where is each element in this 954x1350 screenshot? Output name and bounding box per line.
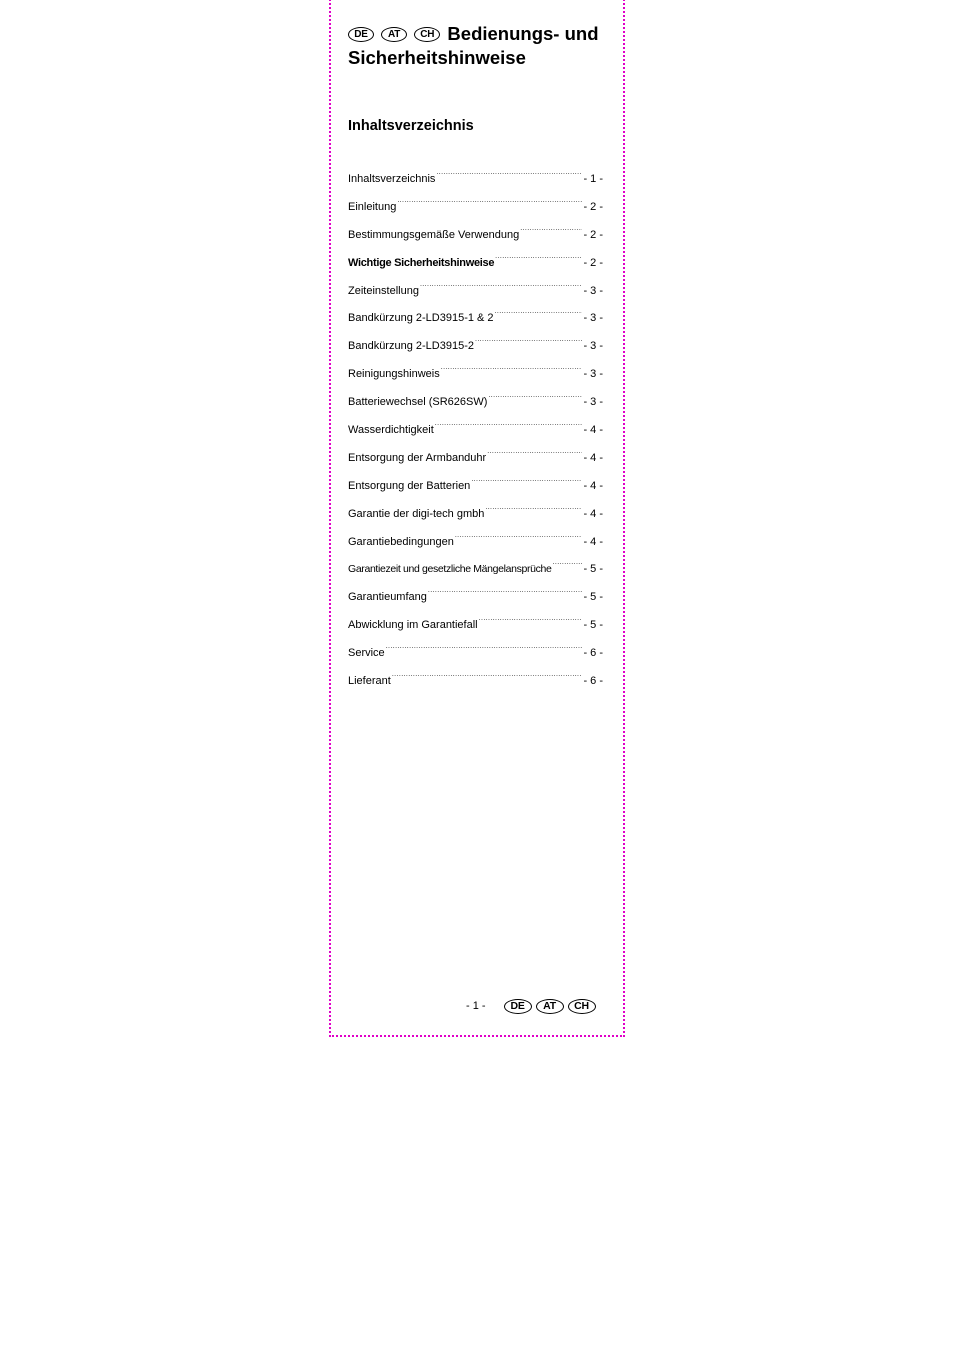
toc-entry-page: - 5 - bbox=[583, 563, 603, 576]
toc-entry-title: Abwicklung im Garantiefall bbox=[348, 619, 478, 632]
toc-leader-dots bbox=[455, 523, 583, 545]
toc-entry-page: - 6 - bbox=[583, 647, 603, 660]
toc-entry[interactable] bbox=[348, 439, 603, 467]
page-title-line2: Sicherheitshinweise bbox=[348, 47, 526, 68]
toc-entry[interactable] bbox=[348, 606, 603, 634]
toc-entry-title: Garantie der digi-tech gmbh bbox=[348, 507, 485, 520]
toc-entry[interactable] bbox=[348, 355, 603, 383]
toc-entry[interactable] bbox=[348, 216, 603, 244]
toc-leader-dots bbox=[485, 495, 582, 517]
toc-entry[interactable] bbox=[348, 495, 603, 523]
toc-entry-title: Inhaltsverzeichnis bbox=[348, 173, 436, 185]
toc-entry-title: Einleitung bbox=[348, 200, 397, 213]
toc-entry[interactable] bbox=[348, 188, 603, 216]
toc-entry-page: - 3 - bbox=[583, 396, 603, 409]
table-of-contents bbox=[348, 160, 603, 690]
country-badge-ch: CH bbox=[568, 999, 596, 1014]
toc-entry-page: - 2 - bbox=[583, 200, 603, 213]
toc-leader-dots bbox=[495, 244, 582, 266]
country-badge-at: AT bbox=[536, 999, 564, 1014]
toc-entry-page: - 4 - bbox=[583, 451, 603, 464]
toc-entry-title: Garantieumfang bbox=[348, 591, 427, 604]
toc-entry-page: - 3 - bbox=[583, 340, 603, 353]
toc-heading: Inhaltsverzeichnis bbox=[348, 118, 474, 134]
toc-entry-title: Garantiezeit und gesetzliche Mängelansprüche bbox=[348, 563, 552, 576]
toc-entry[interactable] bbox=[348, 160, 603, 188]
toc-entry-page: - 4 - bbox=[583, 479, 603, 492]
toc-leader-dots bbox=[495, 299, 583, 321]
country-badge-de: DE bbox=[504, 999, 532, 1014]
toc-entry[interactable] bbox=[348, 523, 603, 551]
country-badge-at: AT bbox=[381, 27, 407, 42]
toc-leader-dots bbox=[479, 606, 583, 628]
toc-entry-page: - 5 - bbox=[583, 591, 603, 604]
page-number: - 1 - bbox=[466, 1000, 486, 1012]
toc-entry-title: Service bbox=[348, 647, 385, 660]
toc-leader-dots bbox=[471, 467, 582, 489]
toc-entry-page: - 6 - bbox=[583, 675, 603, 688]
toc-entry-page: - 2 - bbox=[583, 256, 603, 269]
toc-entry-page: - 2 - bbox=[583, 228, 603, 241]
toc-leader-dots bbox=[386, 634, 583, 656]
page-title-line1: Bedienungs- und bbox=[447, 23, 599, 44]
toc-entry-title: Wichtige Sicherheitshinweise bbox=[348, 256, 495, 269]
toc-entry-title: Bandkürzung 2-LD3915-1 & 2 bbox=[348, 312, 494, 325]
toc-entry[interactable] bbox=[348, 244, 603, 272]
toc-entry-title: Batteriewechsel (SR626SW) bbox=[348, 396, 488, 409]
country-badge-de: DE bbox=[348, 27, 374, 42]
toc-entry[interactable] bbox=[348, 299, 603, 327]
toc-entry-page: - 4 - bbox=[583, 535, 603, 548]
toc-entry-page: - 3 - bbox=[583, 368, 603, 381]
toc-entry-page: - 4 - bbox=[583, 424, 603, 437]
toc-leader-dots bbox=[553, 550, 583, 572]
toc-leader-dots bbox=[435, 411, 583, 433]
toc-leader-dots bbox=[441, 355, 583, 377]
toc-leader-dots bbox=[475, 327, 582, 349]
toc-entry-title: Bestimmungsgemäße Verwendung bbox=[348, 228, 520, 241]
toc-entry[interactable] bbox=[348, 411, 603, 439]
toc-leader-dots bbox=[436, 160, 582, 182]
toc-entry-title: Entsorgung der Armbanduhr bbox=[348, 451, 487, 464]
toc-entry-title: Reinigungshinweis bbox=[348, 368, 440, 381]
toc-leader-dots bbox=[397, 188, 582, 210]
toc-entry-title: Entsorgung der Batterien bbox=[348, 479, 471, 492]
toc-entry[interactable] bbox=[348, 634, 603, 662]
page-footer bbox=[466, 998, 600, 1014]
toc-leader-dots bbox=[488, 383, 582, 405]
toc-entry-page: - 1 - bbox=[583, 173, 603, 185]
toc-entry-title: Garantiebedingungen bbox=[348, 535, 454, 548]
toc-entry[interactable] bbox=[348, 578, 603, 606]
toc-entry[interactable] bbox=[348, 383, 603, 411]
toc-entry-title: Zeiteinstellung bbox=[348, 284, 419, 297]
toc-leader-dots bbox=[392, 662, 583, 684]
toc-entry-title: Bandkürzung 2-LD3915-2 bbox=[348, 340, 474, 353]
toc-entry-title: Wasserdichtigkeit bbox=[348, 424, 434, 437]
toc-entry[interactable] bbox=[348, 327, 603, 355]
toc-leader-dots bbox=[487, 439, 582, 461]
toc-entry-page: - 4 - bbox=[583, 507, 603, 520]
toc-entry-page: - 3 - bbox=[583, 284, 603, 297]
toc-entry[interactable] bbox=[348, 550, 603, 578]
toc-entry[interactable] bbox=[348, 662, 603, 690]
toc-entry[interactable] bbox=[348, 272, 603, 300]
toc-entry-page: - 5 - bbox=[583, 619, 603, 632]
toc-leader-dots bbox=[420, 272, 583, 294]
toc-entry-title: Lieferant bbox=[348, 675, 391, 688]
document-header bbox=[348, 22, 610, 70]
toc-leader-dots bbox=[520, 216, 582, 238]
toc-leader-dots bbox=[428, 578, 583, 600]
country-badge-ch: CH bbox=[414, 27, 440, 42]
toc-entry[interactable] bbox=[348, 467, 603, 495]
toc-entry-page: - 3 - bbox=[583, 312, 603, 325]
